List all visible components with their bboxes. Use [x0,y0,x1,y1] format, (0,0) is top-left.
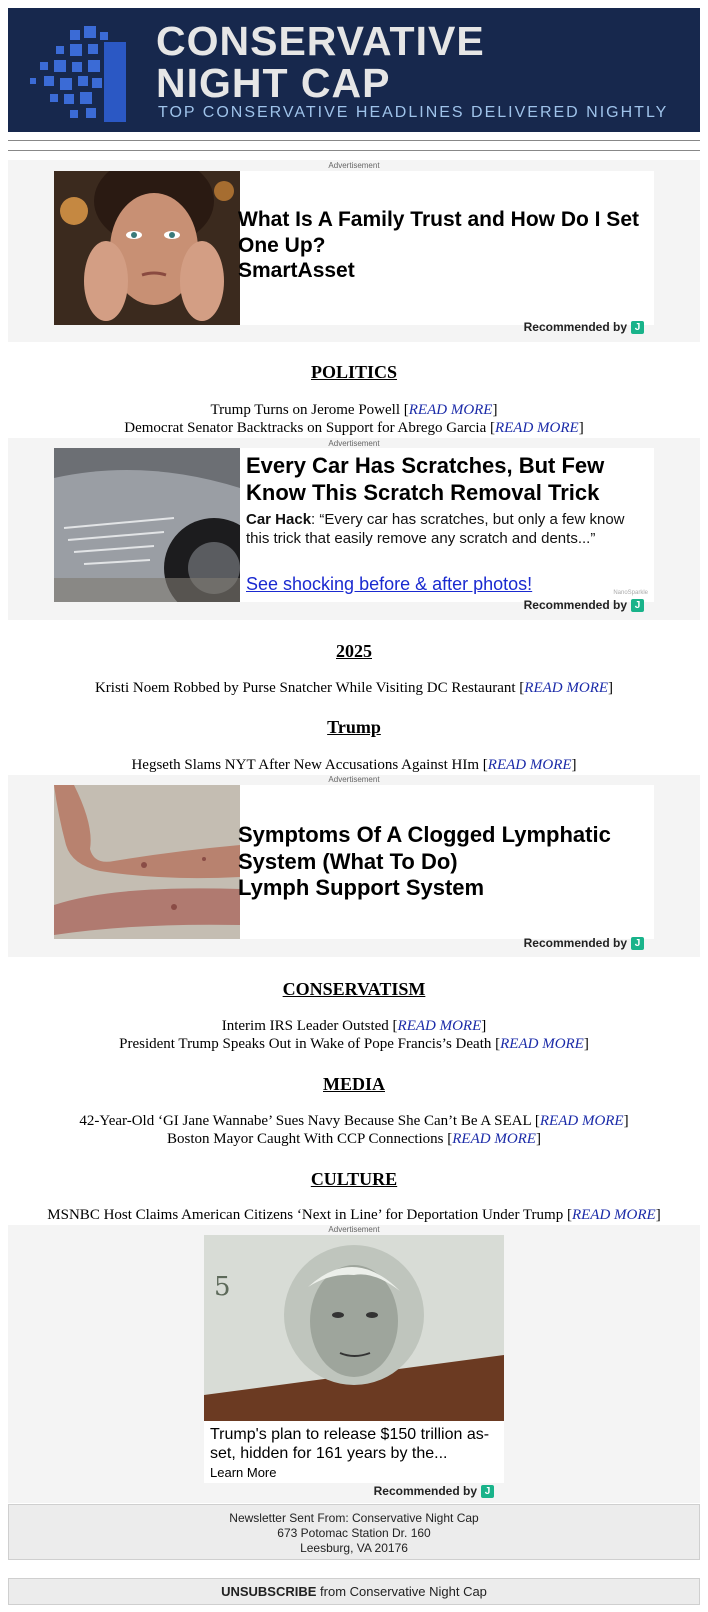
ad-headline[interactable]: Every Car Has Scratches, But Few Know This Scratch Removal Trick [246,453,605,505]
footer-address [8,1504,700,1560]
recommended-by[interactable] [374,1484,494,1498]
section-title-conservatism: CONSERVATISM [282,979,426,999]
recommender-logo-icon: J [631,599,644,612]
header-banner[interactable] [8,8,700,132]
recommended-by[interactable] [524,598,644,612]
ad-headline[interactable]: Symptoms Of A Clogged Lymphatic System (What To Do) [238,822,611,874]
read-more-link[interactable]: READ MORE [487,757,572,773]
read-more-link[interactable]: READ MORE [408,402,493,418]
ad-cta[interactable]: Learn More [210,1465,277,1480]
ad-card[interactable] [54,171,654,325]
headline-text: Hegseth Slams NYT After New Accusations Against HIm [131,757,480,773]
recommender-logo-icon: J [481,1485,494,1498]
ad-image-dollar[interactable] [204,1235,504,1421]
recommender-logo-icon: J [631,937,644,950]
ad-brand: NanoSparkle [613,590,648,596]
headline: Trump Turns on Jerome Powell [READ MORE] [210,402,498,418]
ad-label: Advertisement [328,161,380,170]
footer-line: Newsletter Sent From: Conservative Night Cap [229,1511,479,1525]
headline: Interim IRS Leader Outsted [READ MORE] [221,1018,487,1034]
read-more-link[interactable]: READ MORE [539,1113,624,1129]
headline-text: President Trump Speaks Out in Wake of Pope Francis’s Death [119,1036,492,1052]
read-more-link[interactable]: READ MORE [571,1207,656,1223]
unsubscribe-link[interactable] [8,1578,700,1605]
headline-text: 42-Year-Old ‘GI Jane Wannabe’ Sues Navy Because She Can’t Be A SEAL [79,1113,532,1129]
ad-card[interactable] [204,1235,504,1483]
svg-text:5: 5 [214,1272,231,1302]
divider [8,150,700,151]
brand-title-line2: NIGHT CAP [156,60,391,106]
recommended-by[interactable] [524,320,644,334]
recommended-by-label: Recommended by [523,936,627,950]
section-title-culture: CULTURE [310,1169,398,1189]
brand-title-line1: CONSERVATIVE [156,18,485,64]
headline-text: Interim IRS Leader Outsted [221,1018,389,1034]
recommended-by-label: Recommended by [523,320,627,334]
unsubscribe-rest: from Conservative Night Cap [316,1584,487,1599]
footer-line: Leesburg, VA 20176 [300,1541,408,1555]
headline: Kristi Noem Robbed by Purse Snatcher While Visiting DC Restaurant [READ MORE] [94,680,614,696]
recommended-by-label: Recommended by [373,1484,477,1498]
ad-image-woman[interactable] [54,171,240,325]
ad-label: Advertisement [328,439,380,448]
headline-text: Democrat Senator Backtracks on Support for Abrego Garcia [124,420,487,436]
logo-pixel-icon [26,22,136,122]
ad-image-car[interactable] [54,448,240,602]
headline-text: Trump Turns on Jerome Powell [210,402,400,418]
ad-link[interactable]: See shocking before & after photos! [246,574,533,594]
headline-text: MSNBC Host Claims American Citizens ‘Next in Line’ for Deportation Under Trump [47,1207,564,1223]
headline: MSNBC Host Claims American Citizens ‘Next in Line’ for Deportation Under Trump [READ MORE] [47,1207,661,1223]
ad-image-legs[interactable] [54,785,240,939]
unsubscribe-bold[interactable]: UNSUBSCRIBE [221,1584,317,1599]
ad-source[interactable]: Lymph Support System [238,875,485,900]
footer-line: 673 Potomac Station Dr. 160 [277,1526,431,1540]
section-title-trump: Trump [327,717,381,737]
headline: Hegseth Slams NYT After New Accusations Against HIm [READ MORE] [131,757,577,773]
section-title-politics: POLITICS [310,362,398,382]
read-more-link[interactable]: READ MORE [524,680,609,696]
read-more-link[interactable]: READ MORE [397,1018,482,1034]
ad-body [246,510,646,548]
read-more-link[interactable]: READ MORE [500,1036,584,1052]
ad-card[interactable] [54,448,654,602]
headline: Democrat Senator Backtracks on Support for Abrego Garcia [READ MORE] [124,420,584,436]
ad-label: Advertisement [328,775,380,784]
headline: Boston Mayor Caught With CCP Connections [READ MORE] [167,1131,541,1147]
headline-text: Boston Mayor Caught With CCP Connections [167,1131,444,1147]
recommended-by-label: Recommended by [523,598,627,612]
headline: 42-Year-Old ‘GI Jane Wannabe’ Sues Navy Because She Can’t Be A SEAL [READ MORE] [79,1113,629,1129]
ad-card[interactable] [54,785,654,939]
section-title-2025: 2025 [336,641,372,661]
recommender-logo-icon: J [631,321,644,334]
ad-body-bold: Car Hack [246,511,312,528]
ad-block [8,775,700,957]
brand-tagline: TOP CONSERVATIVE HEADLINES DELIVERED NIGHTLY [158,104,669,121]
ad-label: Advertisement [328,1225,380,1234]
headline: President Trump Speaks Out in Wake of Pope Francis’s Death [READ MORE] [119,1036,589,1052]
ad-body-text: : “Every car has scratches, but only a few know this trick that easily remove any scratch and dents...” [246,511,625,547]
read-more-link[interactable]: READ MORE [494,420,579,436]
ad-headline[interactable]: Trump's plan to release $150 trillion asset, hidden for 161 years by the... [210,1426,490,1462]
ad-block [8,1225,700,1503]
ad-block [8,438,700,620]
ad-block [8,160,700,342]
section-title-media: MEDIA [323,1074,385,1094]
ad-headline[interactable]: What Is A Family Trust and How Do I Set One Up? [238,208,639,257]
headline-text: Kristi Noem Robbed by Purse Snatcher While Visiting DC Restaurant [94,680,516,696]
recommended-by[interactable] [524,936,644,950]
divider [8,140,700,141]
ad-source[interactable]: SmartAsset [238,259,355,282]
read-more-link[interactable]: READ MORE [452,1131,536,1147]
